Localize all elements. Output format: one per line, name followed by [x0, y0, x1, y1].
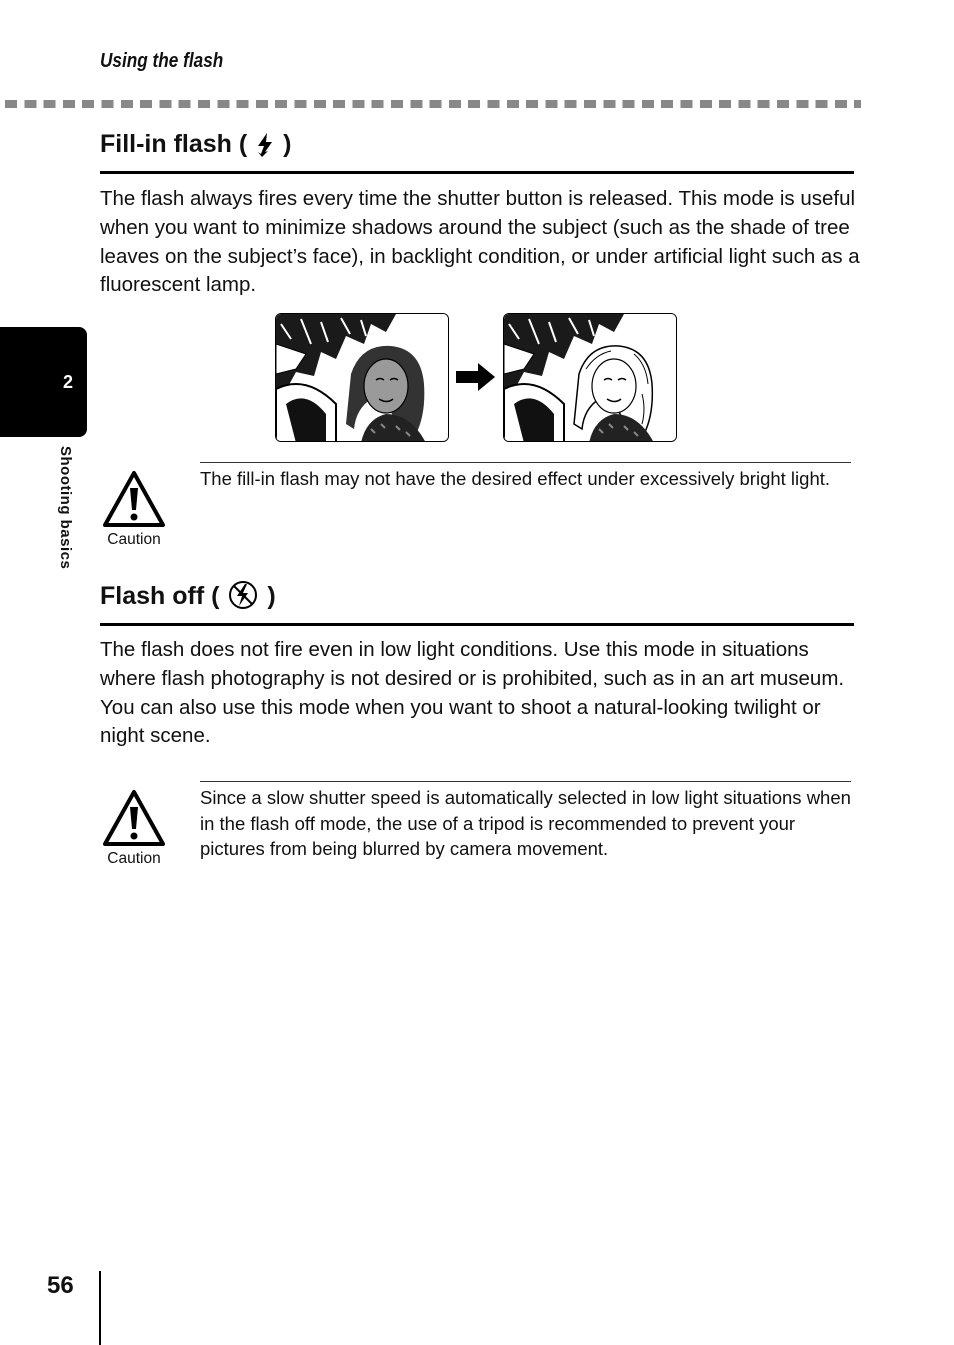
arrow-right-icon — [456, 362, 496, 397]
dashed-divider — [5, 100, 861, 108]
caution-text: Since a slow shutter speed is automatically selected in low light situations when in the flash off mode, the use of a tripod is recommended to prevent your pictures from being blurred by camera movement. — [200, 781, 851, 862]
heading-text: Fill-in flash ( — [100, 130, 248, 158]
flash-off-icon — [228, 580, 258, 617]
caution-label: Caution — [107, 531, 161, 548]
heading-text: Flash off ( — [100, 582, 220, 610]
fill-in-flash-description: The flash always fires every time the shutter button is released. This mode is useful when you want to minimize shadows around the subject (such as the shade of tree leaves on the subject’s face), in backlight condition, or under artificial light such as a fluorescent lamp. — [100, 187, 860, 297]
caution-notice — [100, 789, 168, 868]
flash-icon — [256, 132, 274, 165]
page-number: 56 — [47, 1272, 74, 1299]
chapter-number: 2 — [62, 372, 73, 392]
page-number-rule — [99, 1271, 101, 1345]
flash-off-heading — [100, 580, 854, 626]
heading-text-close: ) — [267, 582, 276, 610]
caution-label: Caution — [107, 850, 161, 867]
caution-text: The fill-in flash may not have the desired effect under excessively bright light. — [200, 462, 851, 492]
chapter-label: Shooting basics — [57, 446, 74, 570]
warning-triangle-icon — [102, 470, 166, 528]
illustration-with-fill-in-flash — [503, 313, 677, 442]
flash-off-description: The flash does not fire even in low light conditions. Use this mode in situations where flash photography is not desired or is prohibited, such as in an art museum. You can also use this mode when you want to shoot a natural-looking twilight or night scene. — [100, 638, 845, 748]
illustration-without-flash — [275, 313, 449, 442]
caution-notice — [100, 470, 168, 549]
fill-in-flash-heading — [100, 129, 854, 174]
heading-text-close: ) — [283, 130, 292, 158]
running-head: Using the flash — [100, 50, 224, 72]
warning-triangle-icon — [102, 789, 166, 847]
